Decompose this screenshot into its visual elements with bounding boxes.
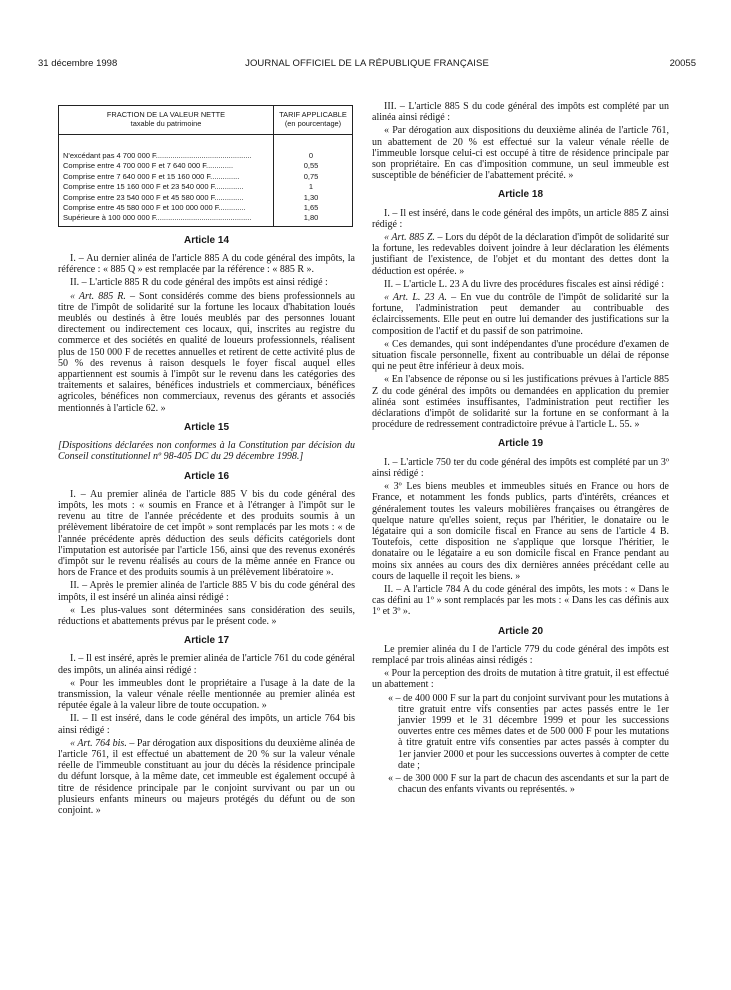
article-reference: « Art. 764 bis. (70, 737, 127, 749)
article-17-paragraph: « Par dérogation aux dispositions du deuxième alinéa de l'article 761, un abattement de 20 % est effectué sur la valeur vénale réelle de l'immeuble lorsque celui-ci est occupé à titre de résidence principale par son propriétaire. En cas d'imposition commune, un seul immeuble est susceptible de bénéficier de l'abattement précité. » (372, 125, 669, 182)
table-cell-range: Comprise entre 45 580 000 F et 100 000 000 F............. (59, 203, 274, 213)
article-18-paragraph: « En l'absence de réponse ou si les justifications prévues à l'article 885 Z du code général des impôts ou demandées en application du premier alinéa sont estimées insuffisantes, l'administration peut rectifier les déclarations d'impôt de solidarité sur la fortune en se conformant à la procédure de redressement contradictoire prévue à l'article L. 55. » (372, 374, 669, 431)
table-row (59, 172, 353, 182)
table-header-rate (274, 106, 353, 135)
article-17-paragraph: « Pour les immeubles dont le propriétaire a l'usage à la date de la transmission, la valeur vénale réelle mentionnée au premier alinéa est réputée égale à la valeur libre de toute occupation. » (58, 677, 355, 712)
article-16-heading: Article 16 (183, 470, 230, 482)
article-17-paragraph: I. – Il est inséré, après le premier alinéa de l'article 761 du code général des impôts, un alinéa ainsi rédigé : (58, 653, 356, 676)
article-20-paragraph: « Pour la perception des droits de mutation à titre gratuit, il est effectué un abattement : (372, 668, 669, 691)
article-18-text: – En vue du contrôle de l'impôt de solidarité sur la fortune, l'administration peut demander au contribuable des éclaircissements. Elle peut en outre lui demander des justifications sur la composition de l'actif et du passif de son patrimoine. (372, 292, 669, 337)
page-header (38, 58, 696, 72)
table-cell-rate: 1,65 (274, 203, 353, 213)
article-14-paragraph (58, 291, 355, 414)
table-cell-range: Comprise entre 23 540 000 F et 45 580 000 F.............. (59, 193, 274, 203)
article-18-paragraph (372, 232, 669, 277)
table-row (59, 213, 353, 226)
article-18-text: – Lors du dépôt de la déclaration d'impôt de solidarité sur la fortune, les redevables doivent joindre à leur déclaration les éléments justifiant de l'existence, de l'objet et du montant des dettes dont la déduction est opérée. » (372, 232, 669, 277)
table-cell-range: Comprise entre 15 160 000 F et 23 540 000 F.............. (59, 182, 274, 192)
table-row (59, 135, 353, 162)
article-18-paragraph: I. – Il est inséré, dans le code général des impôts, un article 885 Z ainsi rédigé : (372, 207, 669, 230)
article-15-paragraph: [Dispositions déclarées non conformes à la Constitution par décision du Conseil constitutionnel nº 98-405 DC du 29 décembre 1998.] (58, 440, 355, 463)
table-cell-range: N'excédant pas 4 700 000 F.............................................. (59, 135, 274, 162)
table-header-fraction (59, 106, 274, 135)
article-15-heading: Article 15 (183, 421, 230, 433)
article-18-paragraph (372, 292, 669, 337)
table-cell-range: Comprise entre 4 700 000 F et 7 640 000 F............. (59, 161, 274, 171)
article-20-heading: Article 20 (497, 625, 544, 637)
article-16-paragraph: II. – Après le premier alinéa de l'article 885 V bis du code général des impôts, il est inséré un alinéa ainsi rédigé : (58, 580, 355, 603)
table-cell-range: Supérieure à 100 000 000 F.............................................. (59, 213, 274, 226)
article-17-text: – Par dérogation aux dispositions du deuxième alinéa de l'article 761, il est effectué un abattement de 20 % sur la valeur vénale réelle de l'immeuble constituant au jour du décès la résidence principale du défunt lorsque, à la même date, cet immeuble est également occupé à titre de résidence principale par le conjoint survivant ou par un ou plusieurs enfants mineurs ou majeurs protégés du défunt ou de son conjoint. » (58, 737, 355, 816)
table-header-fraction-label: FRACTION DE LA VALEUR NETTE (106, 110, 226, 119)
article-18-paragraph: II. – L'article L. 23 A du livre des procédures fiscales est ainsi rédigé : (384, 278, 665, 290)
article-reference: « Art. L. 23 A. (384, 292, 448, 304)
article-18-paragraph: « Ces demandes, qui sont indépendantes d'une procédure d'examen de situation fiscale personnelle, fixent au contribuable un délai de réponse qui ne peut être inférieur à deux mois. (372, 338, 669, 373)
table-cell-range: Comprise entre 7 640 000 F et 15 160 000 F.............. (59, 172, 274, 182)
page-number: 20055 (669, 58, 696, 69)
article-14-paragraph: II. – L'article 885 R du code général des impôts est ainsi rédigé : (70, 277, 328, 289)
article-19-paragraph: « 3º Les biens meubles et immeubles situés en France ou hors de France, et notamment les fonds publics, parts d'intérêts, créances et généralement toutes les valeurs mobilières françaises ou étrangères de quelque nature qu'elles soient, reçus par l'héritier, le donataire ou le légataire qui a son domicile fiscal en France au sens de l'article 4 B. Toutefois, cette disposition ne s'applique que lorsque l'héritier, le donataire ou le légataire a eu son domicile fiscal en France pendant au moins six années au cours des dix dernières années précédant celle au cours de laquelle il reçoit les biens. » (372, 481, 669, 582)
journal-title: JOURNAL OFFICIEL DE LA RÉPUBLIQUE FRANÇAISE (245, 58, 489, 69)
article-reference: « Art. 885 R. (70, 290, 126, 302)
article-19-paragraph: I. – L'article 750 ter du code général des impôts est complété par un 3º ainsi rédigé : (372, 456, 669, 479)
table-header-fraction-sub: taxable du patrimoine (130, 119, 202, 128)
article-20-paragraph: Le premier alinéa du I de l'article 779 du code général des impôts est remplacé par trois alinéas ainsi rédigés : (372, 643, 669, 666)
header-date: 31 décembre 1998 (38, 58, 118, 69)
table-row (59, 161, 353, 171)
article-16-paragraph: « Les plus-values sont déterminées sans considération des seuils, réductions et abattements prévus par le présent code. » (58, 604, 355, 627)
table-row (59, 203, 353, 213)
right-column (372, 101, 669, 797)
table-cell-rate: 0 (274, 135, 353, 162)
table-row (59, 193, 353, 203)
article-20-list-item: « – de 400 000 F sur la part du conjoint survivant pour les mutations à titre gratuit entre vifs consenties par actes passés entre le 1er janvier 1999 et le 31 décembre 1999 et pour les successions ouvertes entre ces mêmes dates et de 500 000 F pour les mutations à titre gratuit entre vifs consenties par actes passés à compter du 1er janvier 2000 et pour les successions ouvertes à compter de cette date ; (388, 692, 669, 771)
article-19-paragraph: II. – A l'article 784 A du code général des impôts, les mots : « Dans le cas défini au 1º » sont remplacés par les mots : « Dans les cas définis aux 1º et 3º ». (372, 583, 669, 618)
article-17-heading: Article 17 (183, 635, 230, 647)
article-14-text: – Sont considérés comme des biens professionnels au titre de l'impôt de solidarité sur la fortune les locaux d'habitation loués meublés ou destinés à être loués meublés par des personnes louant directement ou indirectement ces locaux, qui, inscrites au registre du commerce et des sociétés en qualité de loueurs professionnels, réalisent plus de 150 000 F de recettes annuelles et retirent de cette activité plus de 50 % des revenus à raison desquels le foyer fiscal auquel elles appartiennent est soumis à l'impôt sur le revenu dans les catégories des traitements et salaires, bénéfices industriels et commerciaux, bénéfices agricoles, bénéfices non commerciaux, revenus des gérants et associés mentionnés à l'article 62. » (58, 290, 355, 414)
article-14-paragraph: I. – Au dernier alinéa de l'article 885 A du code général des impôts, la référence : « 885 Q » est remplacée par la référence : « 885 R ». (58, 253, 355, 276)
table-cell-rate: 0,75 (274, 172, 353, 182)
article-17-paragraph (58, 738, 355, 816)
article-reference: « Art. 885 Z. (384, 232, 435, 244)
table-cell-rate: 1 (274, 182, 353, 192)
article-18-heading: Article 18 (497, 189, 544, 201)
article-16-paragraph: I. – Au premier alinéa de l'article 885 V bis du code général des impôts, les mots : « soumis en France et à l'étranger à l'impôt sur le revenu au titre de l'année précédente et des produits soumis à un prélèvement libératoire de cet impôt » sont remplacés par les mots : « de l'année précédente après déduction des seuls déficits catégoriels dont l'imputation est autorisée par l'article 156, ainsi que des revenus exonérés d'impôt sur le revenu réalisés au cours de la même année en France ou hors de France et des produits soumis à un prélèvement libératoire ». (58, 488, 355, 579)
article-19-heading: Article 19 (497, 438, 544, 450)
table-row (59, 182, 353, 192)
left-column (58, 101, 355, 818)
tax-rate-table (58, 105, 353, 227)
article-17-paragraph: II. – Il est inséré, dans le code général des impôts, un article 764 bis ainsi rédigé : (58, 713, 355, 736)
table-header-rate-label: TARIF APPLICABLE (279, 110, 347, 119)
article-17-paragraph: III. – L'article 885 S du code général des impôts est complété par un alinéa ainsi rédigé : (372, 101, 669, 124)
table-cell-rate: 1,80 (274, 213, 353, 226)
table-header-rate-sub: (en pourcentage) (284, 119, 342, 128)
article-14-heading: Article 14 (183, 234, 230, 246)
article-20-list-item: « – de 300 000 F sur la part de chacun des ascendants et sur la part de chacun des enfants vivants ou représentés. » (388, 772, 669, 796)
table-cell-rate: 0,55 (274, 161, 353, 171)
table-cell-rate: 1,30 (274, 193, 353, 203)
